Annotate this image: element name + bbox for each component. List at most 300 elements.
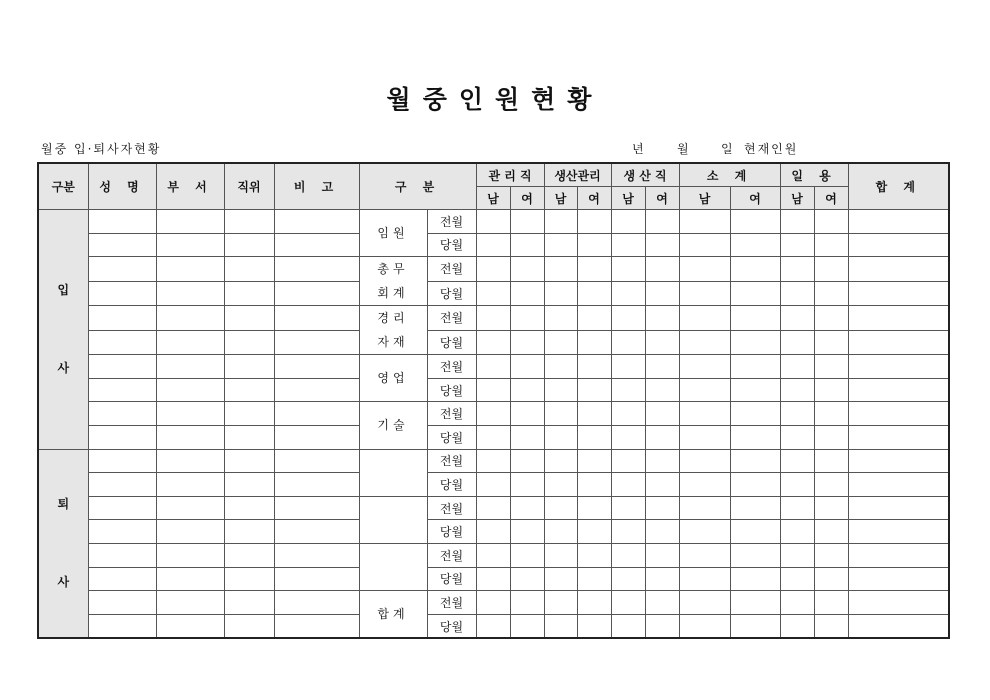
count-cell[interactable] [476, 402, 510, 426]
count-cell[interactable] [645, 402, 679, 426]
count-cell[interactable] [645, 473, 679, 497]
count-cell[interactable] [645, 210, 679, 234]
count-cell[interactable] [645, 543, 679, 567]
count-cell[interactable] [577, 473, 611, 497]
count-cell[interactable] [510, 330, 544, 355]
input-cell[interactable] [224, 233, 274, 257]
table-row [38, 591, 949, 615]
input-cell[interactable] [88, 425, 156, 449]
table-row [38, 210, 949, 234]
count-cell[interactable] [577, 330, 611, 355]
count-cell[interactable] [611, 591, 645, 615]
input-cell[interactable] [88, 281, 156, 306]
count-cell[interactable] [577, 567, 611, 591]
input-cell[interactable] [274, 257, 359, 282]
count-cell[interactable] [848, 449, 949, 473]
count-cell[interactable] [814, 591, 848, 615]
count-cell[interactable] [780, 233, 814, 257]
input-cell[interactable] [88, 233, 156, 257]
count-cell[interactable] [577, 257, 611, 282]
count-cell[interactable] [476, 378, 510, 402]
count-cell[interactable] [577, 425, 611, 449]
count-cell[interactable] [780, 330, 814, 355]
count-cell[interactable] [544, 233, 577, 257]
header-admin: 관 리 직 [476, 163, 544, 187]
count-cell[interactable] [679, 257, 730, 282]
table-body [38, 210, 949, 639]
count-cell[interactable] [730, 378, 780, 402]
count-cell[interactable] [814, 496, 848, 520]
count-cell[interactable] [510, 306, 544, 331]
input-cell[interactable] [156, 449, 224, 473]
count-cell[interactable] [611, 281, 645, 306]
count-cell[interactable] [476, 355, 510, 379]
input-cell[interactable] [88, 473, 156, 497]
count-cell[interactable] [611, 520, 645, 544]
count-cell[interactable] [645, 591, 679, 615]
input-cell[interactable] [156, 233, 224, 257]
count-cell[interactable] [577, 543, 611, 567]
count-cell[interactable] [645, 306, 679, 331]
count-cell[interactable] [730, 496, 780, 520]
count-cell[interactable] [544, 306, 577, 331]
count-cell[interactable] [780, 402, 814, 426]
count-cell[interactable] [476, 233, 510, 257]
count-cell[interactable] [510, 520, 544, 544]
count-cell[interactable] [730, 210, 780, 234]
count-cell[interactable] [577, 614, 611, 638]
count-cell[interactable] [814, 281, 848, 306]
header-dept: 부 서 [156, 163, 224, 210]
input-cell[interactable] [224, 257, 274, 282]
input-cell[interactable] [156, 210, 224, 234]
curr-month-label: 당월 [427, 378, 476, 402]
count-cell[interactable] [679, 614, 730, 638]
count-cell[interactable] [510, 614, 544, 638]
input-cell[interactable] [88, 355, 156, 379]
count-cell[interactable] [611, 210, 645, 234]
count-cell[interactable] [476, 330, 510, 355]
input-cell[interactable] [274, 306, 359, 331]
table-subtitle: 월중 입·퇴사자현황 [41, 142, 162, 156]
input-cell[interactable] [88, 543, 156, 567]
count-cell[interactable] [730, 567, 780, 591]
count-cell[interactable] [510, 257, 544, 282]
input-cell[interactable] [274, 614, 359, 638]
count-cell[interactable] [679, 473, 730, 497]
count-cell[interactable] [645, 520, 679, 544]
count-cell[interactable] [814, 520, 848, 544]
input-cell[interactable] [156, 281, 224, 306]
input-cell[interactable] [274, 543, 359, 567]
count-cell[interactable] [679, 520, 730, 544]
count-cell[interactable] [476, 496, 510, 520]
count-cell[interactable] [577, 306, 611, 331]
count-cell[interactable] [510, 402, 544, 426]
count-cell[interactable] [544, 378, 577, 402]
count-cell[interactable] [730, 306, 780, 331]
input-cell[interactable] [274, 591, 359, 615]
count-cell[interactable] [611, 614, 645, 638]
count-cell[interactable] [814, 449, 848, 473]
count-cell[interactable] [611, 355, 645, 379]
input-cell[interactable] [274, 281, 359, 306]
table-row [38, 402, 949, 426]
count-cell[interactable] [780, 257, 814, 282]
input-cell[interactable] [274, 567, 359, 591]
input-cell[interactable] [88, 449, 156, 473]
count-cell[interactable] [476, 591, 510, 615]
count-cell[interactable] [780, 591, 814, 615]
prev-month-label: 전월 [427, 210, 476, 234]
input-cell[interactable] [88, 210, 156, 234]
count-cell[interactable] [730, 281, 780, 306]
count-cell[interactable] [814, 306, 848, 331]
count-cell[interactable] [577, 449, 611, 473]
count-cell[interactable] [544, 355, 577, 379]
count-cell[interactable] [645, 496, 679, 520]
count-cell[interactable] [510, 425, 544, 449]
count-cell[interactable] [730, 425, 780, 449]
count-cell[interactable] [510, 567, 544, 591]
count-cell[interactable] [611, 425, 645, 449]
input-cell[interactable] [224, 591, 274, 615]
count-cell[interactable] [780, 281, 814, 306]
input-cell[interactable] [88, 378, 156, 402]
count-cell[interactable] [476, 425, 510, 449]
count-cell[interactable] [780, 306, 814, 331]
count-cell[interactable] [510, 233, 544, 257]
input-cell[interactable] [274, 425, 359, 449]
count-cell[interactable] [780, 449, 814, 473]
count-cell[interactable] [645, 257, 679, 282]
prev-month-label: 전월 [427, 306, 476, 331]
input-cell[interactable] [156, 591, 224, 615]
input-cell[interactable] [156, 402, 224, 426]
input-cell[interactable] [224, 402, 274, 426]
count-cell[interactable] [679, 210, 730, 234]
input-cell[interactable] [224, 543, 274, 567]
input-cell[interactable] [156, 543, 224, 567]
input-cell[interactable] [88, 567, 156, 591]
year-label: 년 [632, 142, 646, 156]
count-cell[interactable] [848, 425, 949, 449]
count-cell[interactable] [814, 473, 848, 497]
count-cell[interactable] [645, 378, 679, 402]
input-cell[interactable] [224, 281, 274, 306]
count-cell[interactable] [679, 496, 730, 520]
count-cell[interactable] [577, 378, 611, 402]
count-cell[interactable] [679, 306, 730, 331]
count-cell[interactable] [476, 281, 510, 306]
category-label: 총무 회계 [359, 257, 427, 306]
count-cell[interactable] [544, 257, 577, 282]
count-cell[interactable] [814, 425, 848, 449]
count-cell[interactable] [780, 425, 814, 449]
count-cell[interactable] [611, 402, 645, 426]
count-cell[interactable] [645, 449, 679, 473]
count-cell[interactable] [814, 402, 848, 426]
count-cell[interactable] [848, 614, 949, 638]
input-cell[interactable] [156, 425, 224, 449]
count-cell[interactable] [679, 543, 730, 567]
count-cell[interactable] [645, 281, 679, 306]
header-male: 남 [476, 187, 510, 210]
input-cell[interactable] [88, 614, 156, 638]
count-cell[interactable] [476, 257, 510, 282]
count-cell[interactable] [848, 233, 949, 257]
input-cell[interactable] [156, 520, 224, 544]
count-cell[interactable] [645, 355, 679, 379]
input-cell[interactable] [88, 257, 156, 282]
input-cell[interactable] [224, 378, 274, 402]
header-female: 여 [510, 187, 544, 210]
input-cell[interactable] [224, 306, 274, 331]
count-cell[interactable] [679, 402, 730, 426]
count-cell[interactable] [730, 355, 780, 379]
count-cell[interactable] [510, 543, 544, 567]
count-cell[interactable] [476, 449, 510, 473]
input-cell[interactable] [274, 402, 359, 426]
count-cell[interactable] [544, 210, 577, 234]
count-cell[interactable] [814, 233, 848, 257]
count-cell[interactable] [780, 473, 814, 497]
input-cell[interactable] [156, 330, 224, 355]
count-cell[interactable] [577, 233, 611, 257]
count-cell[interactable] [611, 378, 645, 402]
count-cell[interactable] [730, 402, 780, 426]
input-cell[interactable] [224, 614, 274, 638]
input-cell[interactable] [274, 355, 359, 379]
count-cell[interactable] [730, 473, 780, 497]
count-cell[interactable] [848, 306, 949, 331]
input-cell[interactable] [156, 378, 224, 402]
input-cell[interactable] [156, 567, 224, 591]
input-cell[interactable] [156, 355, 224, 379]
count-cell[interactable] [611, 473, 645, 497]
count-cell[interactable] [780, 355, 814, 379]
count-cell[interactable] [780, 614, 814, 638]
count-cell[interactable] [510, 281, 544, 306]
count-cell[interactable] [577, 402, 611, 426]
count-cell[interactable] [848, 520, 949, 544]
count-cell[interactable] [780, 496, 814, 520]
count-cell[interactable] [544, 425, 577, 449]
count-cell[interactable] [510, 210, 544, 234]
count-cell[interactable] [780, 210, 814, 234]
count-cell[interactable] [476, 306, 510, 331]
count-cell[interactable] [730, 520, 780, 544]
count-cell[interactable] [814, 355, 848, 379]
count-cell[interactable] [510, 591, 544, 615]
input-cell[interactable] [224, 330, 274, 355]
count-cell[interactable] [679, 281, 730, 306]
count-cell[interactable] [544, 281, 577, 306]
count-cell[interactable] [544, 496, 577, 520]
count-cell[interactable] [814, 378, 848, 402]
count-cell[interactable] [848, 378, 949, 402]
count-cell[interactable] [611, 330, 645, 355]
input-cell[interactable] [274, 330, 359, 355]
prev-month-label: 전월 [427, 355, 476, 379]
count-cell[interactable] [510, 449, 544, 473]
count-cell[interactable] [848, 591, 949, 615]
input-cell[interactable] [224, 520, 274, 544]
count-cell[interactable] [544, 330, 577, 355]
table-row [38, 614, 949, 638]
input-cell[interactable] [224, 473, 274, 497]
curr-month-label: 당월 [427, 330, 476, 355]
count-cell[interactable] [611, 449, 645, 473]
count-cell[interactable] [544, 402, 577, 426]
count-cell[interactable] [577, 520, 611, 544]
count-cell[interactable] [730, 591, 780, 615]
count-cell[interactable] [814, 330, 848, 355]
count-cell[interactable] [730, 330, 780, 355]
count-cell[interactable] [476, 543, 510, 567]
count-cell[interactable] [679, 449, 730, 473]
count-cell[interactable] [577, 355, 611, 379]
input-cell[interactable] [274, 233, 359, 257]
count-cell[interactable] [814, 567, 848, 591]
count-cell[interactable] [645, 233, 679, 257]
count-cell[interactable] [577, 496, 611, 520]
input-cell[interactable] [224, 496, 274, 520]
input-cell[interactable] [274, 210, 359, 234]
count-cell[interactable] [780, 567, 814, 591]
count-cell[interactable] [611, 543, 645, 567]
count-cell[interactable] [848, 210, 949, 234]
count-cell[interactable] [848, 543, 949, 567]
monthly-headcount-table [37, 162, 950, 639]
count-cell[interactable] [780, 378, 814, 402]
input-cell[interactable] [156, 257, 224, 282]
count-cell[interactable] [476, 614, 510, 638]
count-cell[interactable] [814, 257, 848, 282]
count-cell[interactable] [848, 257, 949, 282]
input-cell[interactable] [224, 355, 274, 379]
table-row [38, 330, 949, 355]
count-cell[interactable] [611, 233, 645, 257]
input-cell[interactable] [274, 496, 359, 520]
count-cell[interactable] [679, 355, 730, 379]
count-cell[interactable] [611, 496, 645, 520]
input-cell[interactable] [274, 449, 359, 473]
count-cell[interactable] [730, 257, 780, 282]
count-cell[interactable] [679, 425, 730, 449]
count-cell[interactable] [780, 543, 814, 567]
prev-month-label: 전월 [427, 257, 476, 282]
count-cell[interactable] [544, 591, 577, 615]
table-row [38, 473, 949, 497]
count-cell[interactable] [544, 449, 577, 473]
count-cell[interactable] [848, 496, 949, 520]
category-label [359, 449, 427, 496]
input-cell[interactable] [88, 591, 156, 615]
count-cell[interactable] [645, 567, 679, 591]
count-cell[interactable] [476, 567, 510, 591]
count-cell[interactable] [730, 614, 780, 638]
table-row [38, 543, 949, 567]
count-cell[interactable] [544, 614, 577, 638]
input-cell[interactable] [88, 520, 156, 544]
count-cell[interactable] [544, 543, 577, 567]
count-cell[interactable] [611, 257, 645, 282]
count-cell[interactable] [730, 233, 780, 257]
input-cell[interactable] [224, 210, 274, 234]
count-cell[interactable] [848, 281, 949, 306]
count-cell[interactable] [510, 473, 544, 497]
count-cell[interactable] [544, 473, 577, 497]
count-cell[interactable] [544, 567, 577, 591]
header-male: 남 [679, 187, 730, 210]
prev-month-label: 전월 [427, 402, 476, 426]
input-cell[interactable] [156, 614, 224, 638]
count-cell[interactable] [679, 378, 730, 402]
table-row [38, 281, 949, 306]
input-cell[interactable] [156, 473, 224, 497]
count-cell[interactable] [544, 520, 577, 544]
input-cell[interactable] [274, 378, 359, 402]
count-cell[interactable] [476, 210, 510, 234]
count-cell[interactable] [476, 520, 510, 544]
input-cell[interactable] [224, 425, 274, 449]
count-cell[interactable] [679, 233, 730, 257]
input-cell[interactable] [88, 330, 156, 355]
count-cell[interactable] [848, 473, 949, 497]
count-cell[interactable] [848, 355, 949, 379]
day-label: 일 [721, 142, 735, 156]
count-cell[interactable] [814, 614, 848, 638]
input-cell[interactable] [224, 567, 274, 591]
header-total: 합 계 [848, 163, 949, 210]
count-cell[interactable] [814, 210, 848, 234]
count-cell[interactable] [780, 520, 814, 544]
count-cell[interactable] [848, 330, 949, 355]
count-cell[interactable] [679, 567, 730, 591]
count-cell[interactable] [679, 591, 730, 615]
input-cell[interactable] [88, 306, 156, 331]
header-male: 남 [780, 187, 814, 210]
count-cell[interactable] [645, 425, 679, 449]
count-cell[interactable] [577, 591, 611, 615]
count-cell[interactable] [679, 330, 730, 355]
input-cell[interactable] [156, 496, 224, 520]
input-cell[interactable] [224, 449, 274, 473]
input-cell[interactable] [88, 496, 156, 520]
input-cell[interactable] [88, 402, 156, 426]
count-cell[interactable] [814, 543, 848, 567]
count-cell[interactable] [510, 496, 544, 520]
count-cell[interactable] [848, 402, 949, 426]
count-cell[interactable] [611, 306, 645, 331]
count-cell[interactable] [476, 473, 510, 497]
count-cell[interactable] [577, 210, 611, 234]
count-cell[interactable] [645, 614, 679, 638]
input-cell[interactable] [274, 473, 359, 497]
count-cell[interactable] [611, 567, 645, 591]
count-cell[interactable] [730, 543, 780, 567]
count-cell[interactable] [848, 567, 949, 591]
count-cell[interactable] [730, 449, 780, 473]
count-cell[interactable] [577, 281, 611, 306]
table-row [38, 233, 949, 257]
count-cell[interactable] [645, 330, 679, 355]
count-cell[interactable] [510, 355, 544, 379]
input-cell[interactable] [156, 306, 224, 331]
input-cell[interactable] [274, 520, 359, 544]
count-cell[interactable] [510, 378, 544, 402]
